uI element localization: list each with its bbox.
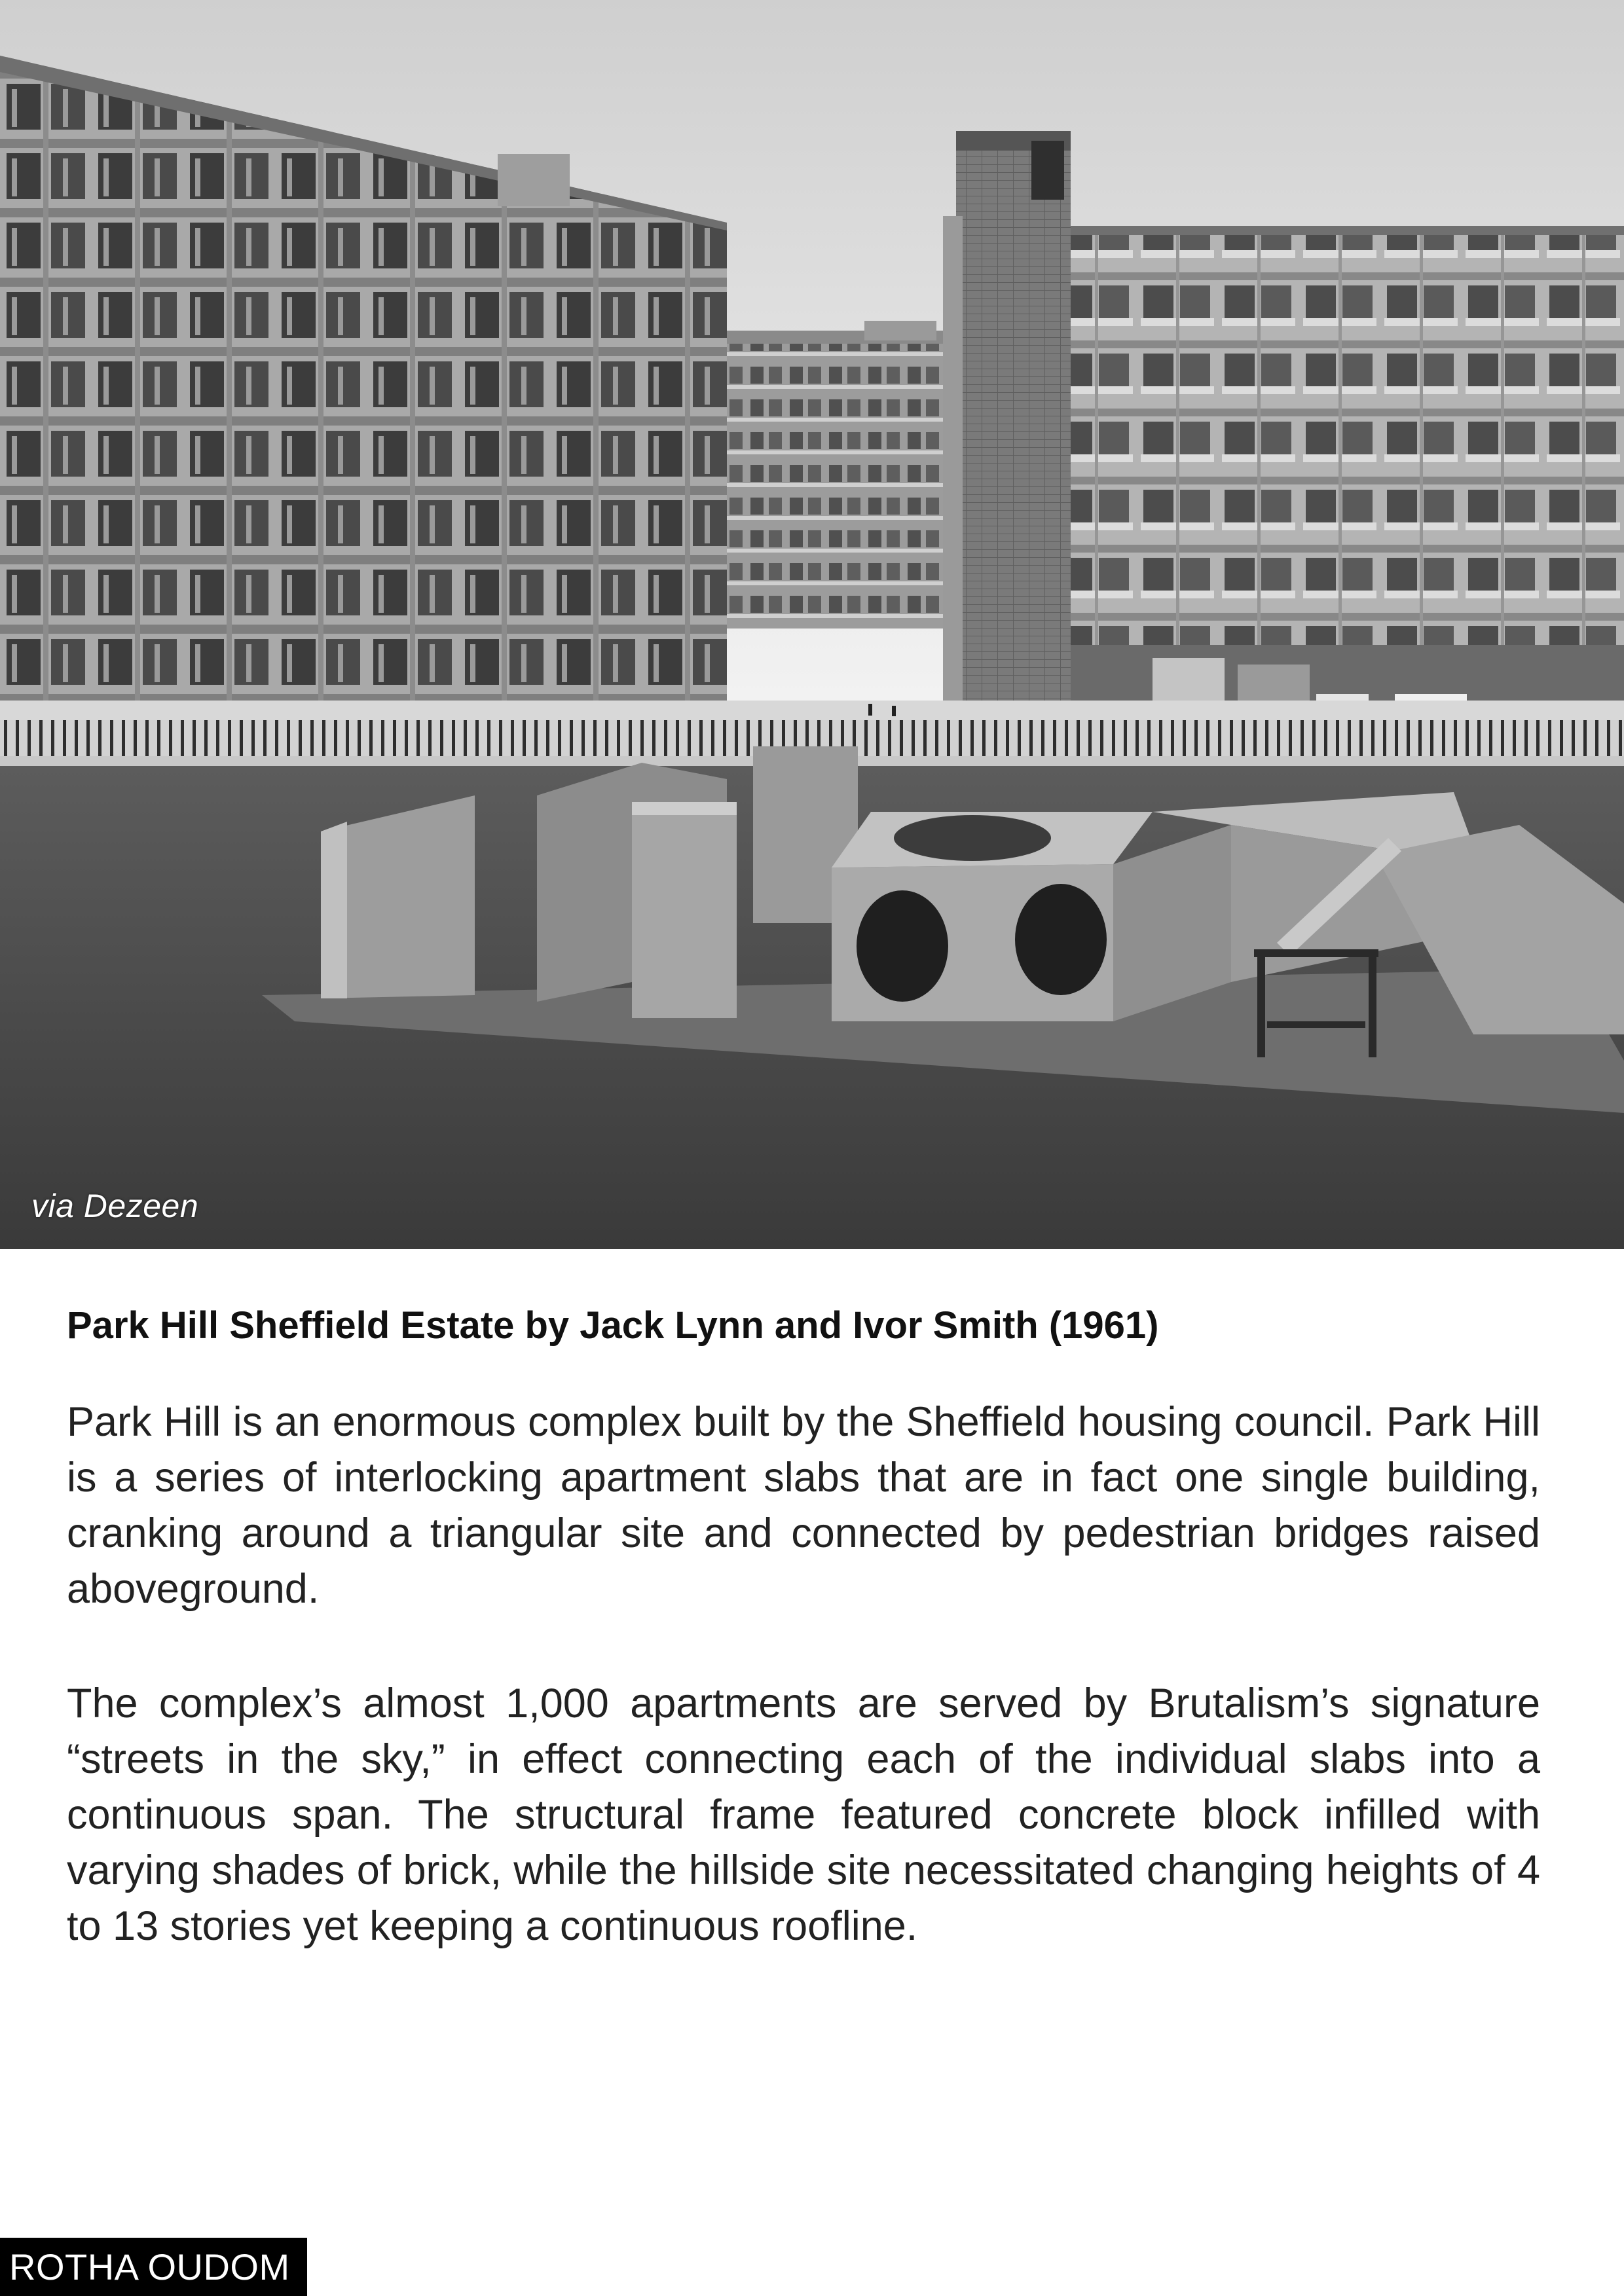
article-paragraph-1: Park Hill is an enormous complex built by the Sheffield housing council. Park Hill is a series of interlocking apartment slabs that are in fact one single building, cranking around a triangular site and connected by pedestrian bridges raised aboveground. <box>67 1399 1540 1612</box>
article-title: Park Hill Sheffield Estate by Jack Lynn and Ivor Smith (1961) <box>67 1304 1159 1347</box>
photo-credit: via Dezeen <box>31 1188 199 1224</box>
author-tag: ROTHA OUDOM <box>0 2238 307 2296</box>
article-paragraph-2: The complex’s almost 1,000 apartments are served by Brutalism’s signature “streets in the sky,” in effect connecting each of the individual slabs into a continuous span. The structural frame featured concrete block infilled with varying shades of brick, while the hillside site necessitated changing heights of 4 to 13 stories yet keeping a continuous roofline. <box>67 1681 1540 1949</box>
